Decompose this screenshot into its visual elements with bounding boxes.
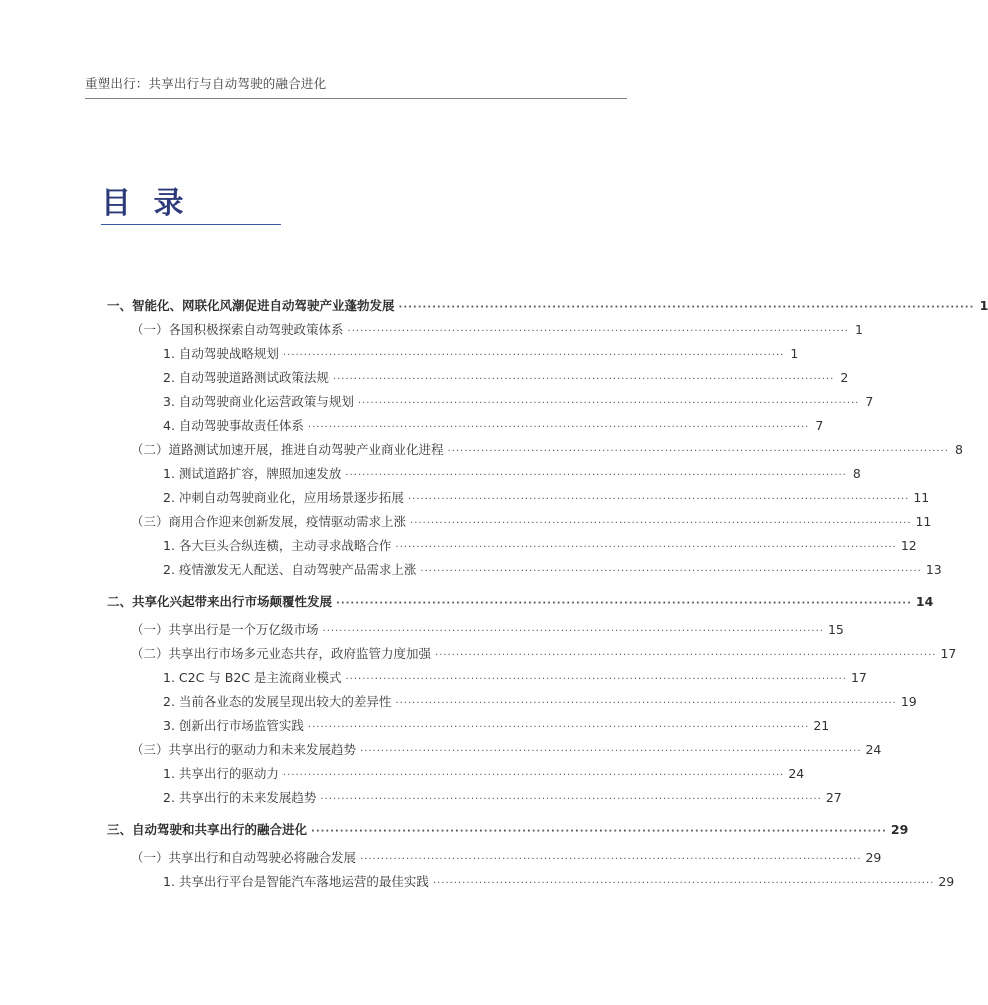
dot-leader: ························································································································ xyxy=(282,350,785,361)
toc-entry-label: （三）共享出行的驱动力和未来发展趋势 xyxy=(131,742,357,757)
toc-entry[interactable] xyxy=(131,512,932,530)
toc-entry[interactable] xyxy=(131,848,882,866)
toc-entry-page: 13 xyxy=(925,562,942,577)
toc-entry-page: 8 xyxy=(852,466,861,481)
toc-entry-page: 24 xyxy=(865,742,882,757)
dot-leader: ························································································································ xyxy=(410,518,912,529)
toc-entry-label: （二）共享出行市场多元业态共存，政府监管力度加强 xyxy=(131,646,432,661)
toc-entry-label: 1. 自动驾驶战略规划 xyxy=(163,346,279,361)
toc-entry-label: 2. 冲刺自动驾驶商业化，应用场景逐步拓展 xyxy=(163,490,404,505)
toc-entry-page: 29 xyxy=(890,822,909,837)
toc-entry-page: 11 xyxy=(913,490,930,505)
dot-leader: ························································································································ xyxy=(307,422,810,433)
dot-leader: ························································································································ xyxy=(395,542,897,553)
toc-entry-label: （一）各国积极探索自动驾驶政策体系 xyxy=(131,322,344,337)
toc-entry[interactable] xyxy=(107,820,909,838)
dot-leader: ························································································································ xyxy=(332,374,835,385)
toc-entry-label: 2. 当前各业态的发展呈现出较大的差异性 xyxy=(163,694,392,709)
toc-entry-page: 21 xyxy=(813,718,830,733)
dot-leader: ························································································································ xyxy=(360,854,862,865)
page-title: 目 录 xyxy=(101,186,190,221)
dot-leader: ························································································································ xyxy=(282,770,785,781)
toc-entry[interactable] xyxy=(163,416,824,434)
toc-entry[interactable] xyxy=(163,716,830,734)
dot-leader: ························································································································ xyxy=(398,302,975,313)
dot-leader: ························································································································ xyxy=(345,470,847,481)
toc-entry[interactable] xyxy=(107,296,988,314)
toc-entry[interactable] xyxy=(107,592,934,610)
dot-leader: ························································································································ xyxy=(407,494,910,505)
toc-entry-page: 24 xyxy=(788,766,805,781)
toc-entry[interactable] xyxy=(163,560,942,578)
toc-entry[interactable] xyxy=(131,740,882,758)
toc-entry-page: 17 xyxy=(940,646,957,661)
toc-entry[interactable] xyxy=(131,320,863,338)
toc-entry-label: 1. 各大巨头合纵连横，主动寻求战略合作 xyxy=(163,538,392,553)
dot-leader: ························································································································ xyxy=(347,326,849,337)
toc-entry[interactable] xyxy=(163,464,861,482)
dot-leader: ························································································································ xyxy=(420,566,922,577)
toc-entry[interactable] xyxy=(131,644,957,662)
toc-entry[interactable] xyxy=(163,788,842,806)
toc-entry-page: 15 xyxy=(827,622,844,637)
toc-entry-page: 14 xyxy=(915,594,934,609)
toc-entry[interactable] xyxy=(163,536,917,554)
toc-entry-page: 11 xyxy=(915,514,932,529)
toc-entry[interactable] xyxy=(163,392,874,410)
toc-entry-page: 12 xyxy=(900,538,917,553)
header-divider xyxy=(85,98,627,99)
dot-leader: ························································································································ xyxy=(360,746,862,757)
toc-entry-page: 19 xyxy=(900,694,917,709)
toc-entry[interactable] xyxy=(163,668,867,686)
dot-leader: ························································································································ xyxy=(307,722,810,733)
toc-entry-label: 3. 自动驾驶商业化运营政策与规划 xyxy=(163,394,354,409)
toc-entry-page: 1 xyxy=(790,346,799,361)
toc-entry-label: （一）共享出行是一个万亿级市场 xyxy=(131,622,319,637)
toc-entry-page: 2 xyxy=(840,370,849,385)
dot-leader: ························································································································ xyxy=(336,598,912,609)
dot-leader: ························································································································ xyxy=(311,826,887,837)
toc-entry[interactable] xyxy=(163,344,799,362)
toc-entry[interactable] xyxy=(131,440,963,458)
toc-entry-label: （三）商用合作迎来创新发展，疫情驱动需求上涨 xyxy=(131,514,407,529)
toc-entry[interactable] xyxy=(163,488,930,506)
title-underline xyxy=(101,224,281,225)
toc-entry[interactable] xyxy=(163,692,917,710)
dot-leader: ························································································································ xyxy=(432,878,935,889)
dot-leader: ························································································································ xyxy=(345,674,847,685)
toc-entry-label: 2. 共享出行的未来发展趋势 xyxy=(163,790,317,805)
toc-entry-label: 三、自动驾驶和共享出行的融合进化 xyxy=(107,822,308,837)
dot-leader: ························································································································ xyxy=(435,650,937,661)
dot-leader: ························································································································ xyxy=(322,626,824,637)
toc-entry-page: 8 xyxy=(955,442,963,457)
dot-leader: ························································································································ xyxy=(447,446,949,457)
toc-entry-page: 1 xyxy=(855,322,863,337)
toc-entry[interactable] xyxy=(131,620,844,638)
toc-entry-label: 1. 共享出行平台是智能汽车落地运营的最佳实践 xyxy=(163,874,429,889)
dot-leader: ························································································································ xyxy=(357,398,860,409)
toc-entry-label: （二）道路测试加速开展，推进自动驾驶产业商业化进程 xyxy=(131,442,444,457)
toc-entry-page: 1 xyxy=(979,298,988,313)
toc-entry-label: 3. 创新出行市场监管实践 xyxy=(163,718,304,733)
toc-entry-page: 7 xyxy=(865,394,874,409)
toc-entry-page: 7 xyxy=(815,418,824,433)
toc-entry-page: 29 xyxy=(938,874,955,889)
toc-entry-label: 1. C2C 与 B2C 是主流商业模式 xyxy=(163,670,342,685)
toc-entry-label: 4. 自动驾驶事故责任体系 xyxy=(163,418,304,433)
toc-entry-label: （一）共享出行和自动驾驶必将融合发展 xyxy=(131,850,357,865)
running-header: 重塑出行：共享出行与自动驾驶的融合进化 xyxy=(85,76,327,91)
toc-entry[interactable] xyxy=(163,764,805,782)
toc-entry-page: 17 xyxy=(850,670,867,685)
dot-leader: ························································································································ xyxy=(395,698,897,709)
toc-entry-label: 1. 共享出行的驱动力 xyxy=(163,766,279,781)
dot-leader: ························································································································ xyxy=(320,794,822,805)
toc-entry[interactable] xyxy=(163,872,955,890)
toc-entry-label: 2. 疫情激发无人配送、自动驾驶产品需求上涨 xyxy=(163,562,417,577)
toc-entry-label: 2. 自动驾驶道路测试政策法规 xyxy=(163,370,329,385)
toc-entry[interactable] xyxy=(163,368,849,386)
toc-entry-label: 二、共享化兴起带来出行市场颠覆性发展 xyxy=(107,594,333,609)
toc-entry-page: 27 xyxy=(825,790,842,805)
toc-entry-label: 1. 测试道路扩容，牌照加速发放 xyxy=(163,466,342,481)
toc-entry-label: 一、智能化、网联化风潮促进自动驾驶产业蓬勃发展 xyxy=(107,298,395,313)
toc-entry-page: 29 xyxy=(865,850,882,865)
